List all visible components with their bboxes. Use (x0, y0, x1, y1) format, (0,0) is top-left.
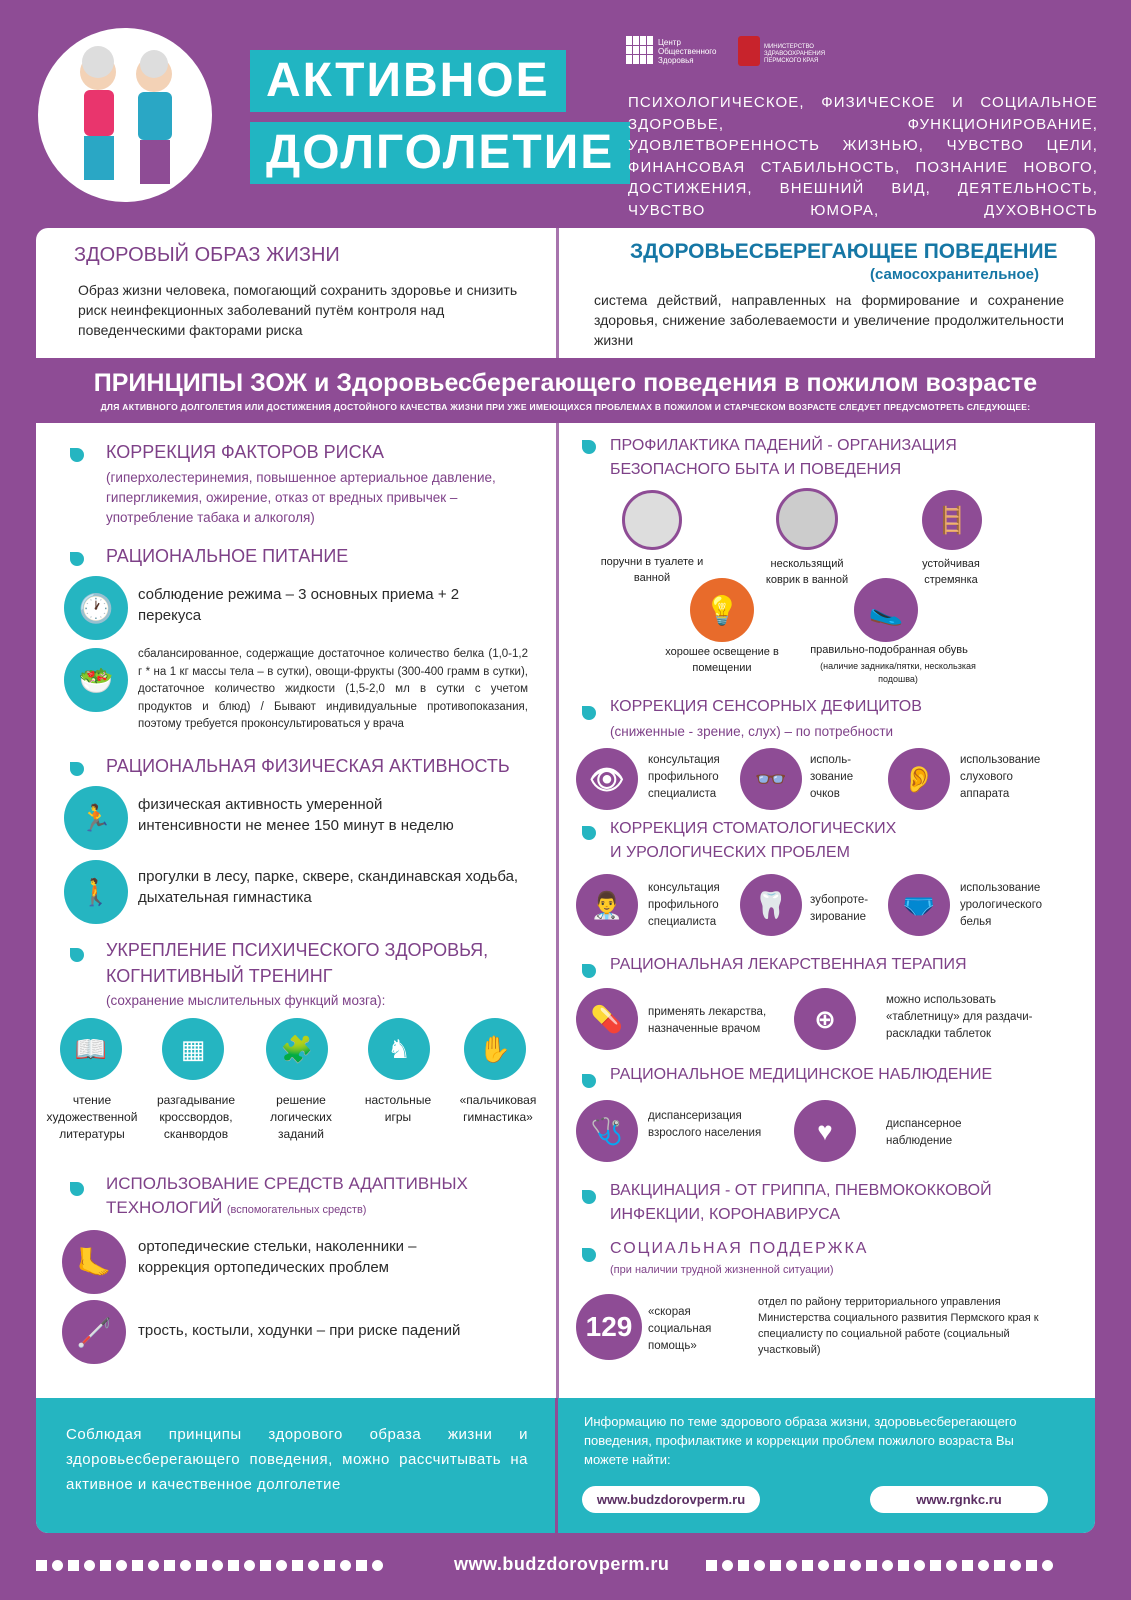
walker-icon: 🦯 (62, 1300, 126, 1364)
link-budzdorovperm[interactable]: www.budzdorovperm.ru (582, 1486, 760, 1513)
bullet-icon (582, 706, 596, 720)
zsp-subtitle: (самосохранительное) (870, 266, 1039, 283)
elderly-couple-icon (56, 42, 196, 192)
exercise-icon: 🏃 (64, 786, 128, 850)
finger-gym-icon: ✋ (464, 1018, 526, 1080)
risk-title: КОРРЕКЦИЯ ФАКТОРОВ РИСКА (106, 442, 385, 462)
pill-box-icon: ⊕ (794, 988, 856, 1050)
divider (556, 423, 559, 1533)
divider (556, 228, 559, 358)
med-2: диспансерное наблюдение (886, 1118, 962, 1147)
nutrition-balance: сбалансированное, содержащие достаточное количество белка (1,0-1,2 г * на 1 кг массы тела – в сутки), овощи-фрукты (300-400 грамм в сутки), достаточное количество жидкости (1,5-2,0 мл в сутки с учетом продуктов и блюд) / Бывают индивидуальные противопоказания, поэтому требуется проконсультироваться у врача (138, 648, 528, 730)
checkup-icon: 🩺 (576, 1100, 638, 1162)
hearing-aid-icon: 👂 (888, 748, 950, 810)
handrail-icon (622, 490, 682, 550)
dental-title-1: КОРРЕКЦИЯ СТОМАТОЛОГИЧЕСКИХ (610, 820, 897, 837)
medicine-icon: 💊 (576, 988, 638, 1050)
clock-plate-icon: 🕐 (64, 576, 128, 640)
decorative-dots (36, 1558, 426, 1572)
bullet-icon (582, 1248, 596, 1262)
dental-title-2: И УРОЛОГИЧЕСКИХ ПРОБЛЕМ (610, 844, 850, 861)
mental-subtitle: (сохранение мыслительных функций мозга): (106, 993, 386, 1008)
link-rgnkc[interactable]: www.rgnkc.ru (870, 1486, 1048, 1513)
sensory-3: использование слухового аппарата (960, 754, 1041, 800)
lighting-icon: 💡 (690, 578, 754, 642)
crossword-icon: ▦ (162, 1018, 224, 1080)
falls-note: (наличие задника/пятки, нескользкая подошва) (820, 661, 976, 684)
falls-title: ПРОФИЛАКТИКА ПАДЕНИЙ - ОРГАНИЗАЦИЯ БЕЗОПАСНОГО БЫТА И ПОВЕДЕНИЯ (610, 437, 957, 478)
adapt-2: трость, костыли, ходунки – при риске падений (138, 1322, 461, 1339)
cop-logo-icon (626, 36, 654, 64)
title-line-2: ДОЛГОЛЕТИЕ (250, 122, 630, 184)
risk-text: (гиперхолестеринемия, повышенное артериальное давление, гипергликемия, ожирение, отказ от вредных привычек – употребление табака и алкоголя) (106, 470, 496, 525)
sensory-subtitle: (сниженные - зрение, слух) – по потребности (610, 724, 894, 739)
sensory-1: консультация профильного специалиста (648, 754, 720, 800)
glasses-icon: 👓 (740, 748, 802, 810)
sensory-2: исполь-зование очков (810, 754, 854, 800)
drug-1: применять лекарства, назначенные врачом (648, 1006, 767, 1035)
bath-mat-icon (776, 488, 838, 550)
bullet-icon (582, 1190, 596, 1204)
footer-left-text: Соблюдая принципы здорового образа жизни и здоровьесберегающего поведения, можно рассчитывать на активное и качественное долголетие (66, 1426, 528, 1493)
food-plate-icon: 🥗 (64, 648, 128, 712)
bullet-icon (582, 964, 596, 978)
activity-2: прогулки в лесу, парке, сквере, скандинавская ходьба, дыхательная гимнастика (138, 868, 519, 906)
divider (555, 1398, 558, 1533)
activity-title: РАЦИОНАЛЬНАЯ ФИЗИЧЕСКАЯ АКТИВНОСТЬ (106, 756, 510, 776)
eye-icon: 👁 (576, 748, 638, 810)
footer-band (36, 1398, 1095, 1533)
drug-title: РАЦИОНАЛЬНАЯ ЛЕКАРСТВЕННАЯ ТЕРАПИЯ (610, 956, 967, 973)
bullet-icon (70, 448, 84, 462)
bullet-icon (70, 762, 84, 776)
zoj-title: ЗДОРОВЫЙ ОБРАЗ ЖИЗНИ (74, 244, 340, 266)
title-line-1: АКТИВНОЕ (250, 50, 566, 112)
principles-subtitle: ДЛЯ АКТИВНОГО ДОЛГОЛЕТИЯ ИЛИ ДОСТИЖЕНИЯ ДОСТОЙНОГО КАЧЕСТВА ЖИЗНИ ПРИ УЖЕ ИМЕЮЩИХСЯ ПРОБЛЕМАХ В ПОЖИЛОМ И СТАРЧЕСКОМ ВОЗРАСТЕ СЛЕДУЕТ ПРЕДУСМОТРЕТЬ СЛЕДУЮЩЕЕ: (100, 402, 1031, 412)
puzzle-icon: 🧩 (266, 1018, 328, 1080)
cop-logo-text: Центр Общественного Здоровья (658, 38, 717, 65)
adapt-title-row (106, 1198, 366, 1218)
social-label: «скорая социальная помощь» (648, 1306, 712, 1352)
tagline: ПСИХОЛОГИЧЕСКОЕ, ФИЗИЧЕСКОЕ И СОЦИАЛЬНОЕ ЗДОРОВЬЕ, ФУНКЦИОНИРОВАНИЕ, УДОВЛЕТВОРЕННОСТЬ ЖИЗНЬЮ, ЧУВСТВО ЦЕЛИ, ФИНАНСОВАЯ СТАБИЛЬНОСТЬ, ПОЗНАНИЕ НОВОГО, ДОСТИЖЕНИЯ, ВНЕШНИЙ ВИД, ДЕЯТЕЛЬНОСТЬ, ЧУВСТВО ЮМОРА, ДУХОВНОСТЬ (628, 94, 1098, 219)
dental-3: использование урологического белья (960, 882, 1043, 928)
hotline-number: 129 (576, 1294, 642, 1360)
activity-1: физическая активность умеренной интенсивности не менее 150 минут в неделю (138, 796, 454, 834)
foot-insole-icon: 🦶 (62, 1230, 126, 1294)
bottom-url[interactable]: www.budzdorovperm.ru (454, 1554, 670, 1574)
coat-of-arms-icon (738, 36, 760, 66)
adapt-title-2: ТЕХНОЛОГИЙ (106, 1198, 223, 1217)
bullet-icon (70, 1182, 84, 1196)
zoj-definition: Образ жизни человека, помогающий сохранить здоровье и снизить риск неинфекционных заболеваний путём контроля над поведенческими факторами риска (78, 282, 518, 338)
zsp-title: ЗДОРОВЬЕСБЕРЕГАЮЩЕЕ ПОВЕДЕНИЕ (630, 240, 1058, 263)
mental-item: настольные игры (364, 1093, 432, 1124)
reading-icon: 📖 (60, 1018, 122, 1080)
doctor-icon: 👨‍⚕️ (576, 874, 638, 936)
adapt-1: ортопедические стельки, наколенники – коррекция ортопедических проблем (138, 1238, 417, 1276)
bullet-icon (582, 826, 596, 840)
falls-item: устойчивая стремянка (922, 558, 980, 586)
bullet-icon (582, 440, 596, 454)
walking-icon: 🚶 (64, 860, 128, 924)
principles-band (36, 358, 1095, 423)
dental-1: консультация профильного специалиста (648, 882, 720, 928)
drug-2: можно использовать «таблетницу» для раздачи-раскладки таблеток (886, 994, 1033, 1040)
hero-illustration (38, 28, 212, 202)
mental-item: разгадывание кроссвордов, сканвордов (156, 1093, 236, 1141)
med-title: РАЦИОНАЛЬНОЕ МЕДИЦИНСКОЕ НАБЛЮДЕНИЕ (610, 1066, 993, 1083)
footer-right-text: Информацию по теме здорового образа жизни, здоровьесберегающего поведения, профилактике и коррекции проблем пожилого возраста Вы можете найти: (584, 1414, 1017, 1467)
zsp-definition: система действий, направленных на формирование и сохранение здоровья, снижение заболеваемости и увеличение продолжительности жизни (594, 292, 1064, 348)
med-1: диспансеризация взрослого населения (648, 1110, 762, 1139)
sensory-title: КОРРЕКЦИЯ СЕНСОРНЫХ ДЕФИЦИТОВ (610, 698, 922, 715)
ministry-logo-text: МИНИСТЕРСТВО ЗДРАВООХРАНЕНИЯ ПЕРМСКОГО КРАЯ (764, 44, 826, 64)
adapt-title-1: ИСПОЛЬЗОВАНИЕ СРЕДСТВ АДАПТИВНЫХ (106, 1174, 468, 1193)
social-subtitle: (при наличии трудной жизненной ситуации) (610, 1264, 834, 1276)
falls-item: хорошее освещение в помещении (665, 646, 779, 674)
ladder-icon: 🪜 (922, 490, 982, 550)
bullet-icon (70, 552, 84, 566)
adapt-subtitle: (вспомогательных средств) (226, 1204, 367, 1216)
teeth-icon: 🦷 (740, 874, 802, 936)
nutrition-regime: соблюдение режима – 3 основных приема + 2 перекуса (138, 586, 460, 624)
bullet-icon (582, 1074, 596, 1088)
mental-item: чтение художественной литературы (46, 1093, 138, 1141)
slippers-icon: 🥿 (854, 578, 918, 642)
decorative-dots (706, 1558, 1096, 1572)
board-games-icon: ♞ (368, 1018, 430, 1080)
falls-item: нескользящий коврик в ванной (765, 558, 849, 586)
vacc-title-1: ВАКЦИНАЦИЯ - ОТ ГРИППА, ПНЕВМОКОККОВОЙ (610, 1182, 992, 1199)
mental-title-2: КОГНИТИВНЫЙ ТРЕНИНГ (106, 966, 333, 986)
bullet-icon (70, 948, 84, 962)
vacc-title-2: ИНФЕКЦИИ, КОРОНАВИРУСА (610, 1206, 841, 1223)
main-card (36, 228, 1095, 1533)
falls-item: поручни в туалете и ванной (600, 556, 704, 584)
social-text: отдел по району территориального управления Министерства социального развития Пермского края к специалисту по социальной работе (социальный участковый) (758, 1296, 1039, 1356)
nutrition-title: РАЦИОНАЛЬНОЕ ПИТАНИЕ (106, 546, 349, 566)
stethoscope-icon: ♥ (794, 1100, 856, 1162)
dental-2: зубопроте-зирование (810, 894, 869, 923)
social-title: СОЦИАЛЬНАЯ ПОДДЕРЖКА (610, 1240, 869, 1257)
underwear-icon: 🩲 (888, 874, 950, 936)
mental-item: «пальчиковая гимнастика» (459, 1093, 537, 1124)
principles-title: ПРИНЦИПЫ ЗОЖ и Здоровьесберегающего поведения в пожилом возрасте (93, 369, 1038, 397)
falls-item: правильно-подобранная обувь (810, 644, 968, 656)
mental-item: решение логических заданий (270, 1093, 332, 1141)
mental-title-1: УКРЕПЛЕНИЕ ПСИХИЧЕСКОГО ЗДОРОВЬЯ, (106, 940, 489, 960)
